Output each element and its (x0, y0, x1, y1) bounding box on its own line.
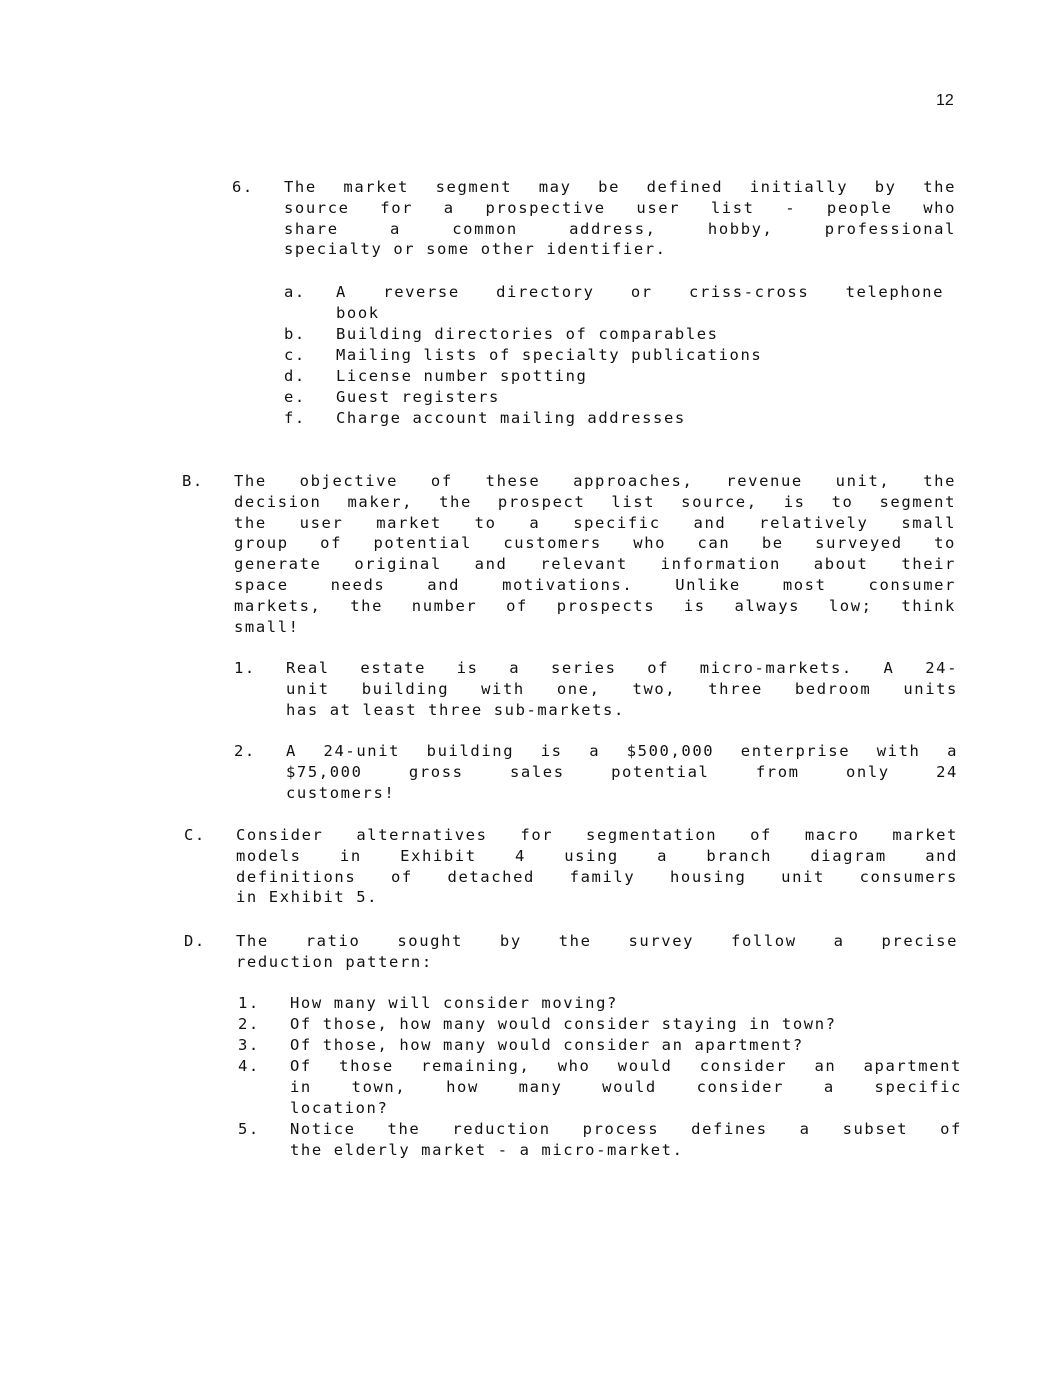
text-line: unit building with one, two, three bedroom units (286, 679, 958, 698)
text-line: the user market to a specific and relatively small (234, 513, 956, 532)
sub-item-marker: 2. (238, 1015, 260, 1033)
sub-item (284, 366, 944, 387)
sub-item (284, 324, 944, 345)
sub-item (238, 1119, 962, 1161)
sub-item-marker: 2. (234, 742, 256, 760)
text-line: Of those remaining, who would consider an apartment (290, 1057, 962, 1075)
text-line: share a common address, hobby, professional (284, 219, 956, 238)
text-line: generate original and relevant information about their (234, 555, 956, 574)
text-line: markets, the number of prospects is always low; think (234, 596, 956, 615)
section-d (184, 931, 958, 973)
sub-item (284, 387, 944, 408)
text-line: A 24-unit building is a $500,000 enterprise with a (286, 742, 958, 760)
text-line: in town, how many would consider a specific (290, 1077, 962, 1096)
sub-item-marker: 1. (234, 659, 256, 677)
sub-item-marker: 4. (238, 1057, 260, 1075)
text-line: source for a prospective user list - people who (284, 198, 956, 217)
text-line: License number spotting (336, 367, 588, 385)
sub-item (238, 993, 962, 1014)
sub-item-marker: 5. (238, 1120, 260, 1138)
text-line: Notice the reduction process defines a subset of (290, 1120, 962, 1138)
sub-item-marker: f. (284, 409, 306, 427)
sub-item (238, 1035, 962, 1056)
sub-item (234, 741, 958, 803)
text-line: the elderly market - a micro-market. (290, 1140, 684, 1159)
item-text (284, 177, 956, 260)
text-line: space needs and motivations. Unlike most consumer (234, 575, 956, 594)
sub-item-marker: 3. (238, 1036, 260, 1054)
sub-item-marker: c. (284, 346, 306, 364)
text-line: definitions of detached family housing unit consumers (236, 867, 958, 886)
section-marker: B. (182, 472, 204, 490)
section-marker: D. (184, 932, 206, 950)
text-line: Mailing lists of specialty publications (336, 346, 763, 364)
sub-item (284, 345, 944, 366)
sub-item-marker: e. (284, 388, 306, 406)
text-line: The ratio sought by the survey follow a precise (236, 932, 958, 950)
sub-item (238, 1056, 962, 1118)
sub-item (284, 282, 944, 324)
item-marker: 6. (232, 178, 254, 196)
text-line: small! (234, 617, 300, 636)
text-line: Guest registers (336, 388, 500, 406)
text-line: Consider alternatives for segmentation of macro market (236, 826, 958, 844)
sub-item (234, 658, 958, 720)
sub-item-marker: a. (284, 283, 306, 301)
text-line: A reverse directory or criss-cross telephone (336, 283, 944, 301)
sub-item-marker: d. (284, 367, 306, 385)
text-line: customers! (286, 783, 396, 802)
sub-item (284, 408, 944, 429)
text-line: $75,000 gross sales potential from only 24 (286, 762, 958, 781)
text-line: Of those, how many would consider staying in town? (290, 1015, 837, 1033)
text-line: location? (290, 1098, 389, 1117)
item-6 (232, 177, 956, 260)
text-line: Charge account mailing addresses (336, 409, 686, 427)
text-line: reduction pattern: (236, 952, 433, 971)
text-line: How many will consider moving? (290, 994, 618, 1012)
text-line: models in Exhibit 4 using a branch diagram and (236, 846, 958, 865)
text-line: specialty or some other identifier. (284, 240, 667, 259)
text-line: in Exhibit 5. (236, 888, 379, 907)
text-line: The objective of these approaches, revenue unit, the (234, 472, 956, 490)
text-line: group of potential customers who can be surveyed to (234, 534, 956, 553)
sub-item-marker: b. (284, 325, 306, 343)
text-line: book (336, 303, 380, 322)
text-line: Building directories of comparables (336, 325, 719, 343)
page-number: 12 (936, 92, 954, 109)
text-line: has at least three sub-markets. (286, 700, 625, 719)
section-c (184, 825, 958, 908)
sub-item-marker: 1. (238, 994, 260, 1012)
section-b (182, 471, 956, 637)
text-line: Of those, how many would consider an apartment? (290, 1036, 804, 1054)
sub-item (238, 1014, 962, 1035)
section-marker: C. (184, 826, 206, 844)
text-line: The market segment may be defined initially by the (284, 178, 956, 196)
text-line: decision maker, the prospect list source, is to segment (234, 492, 956, 511)
text-line: Real estate is a series of micro-markets. A 24- (286, 659, 958, 677)
